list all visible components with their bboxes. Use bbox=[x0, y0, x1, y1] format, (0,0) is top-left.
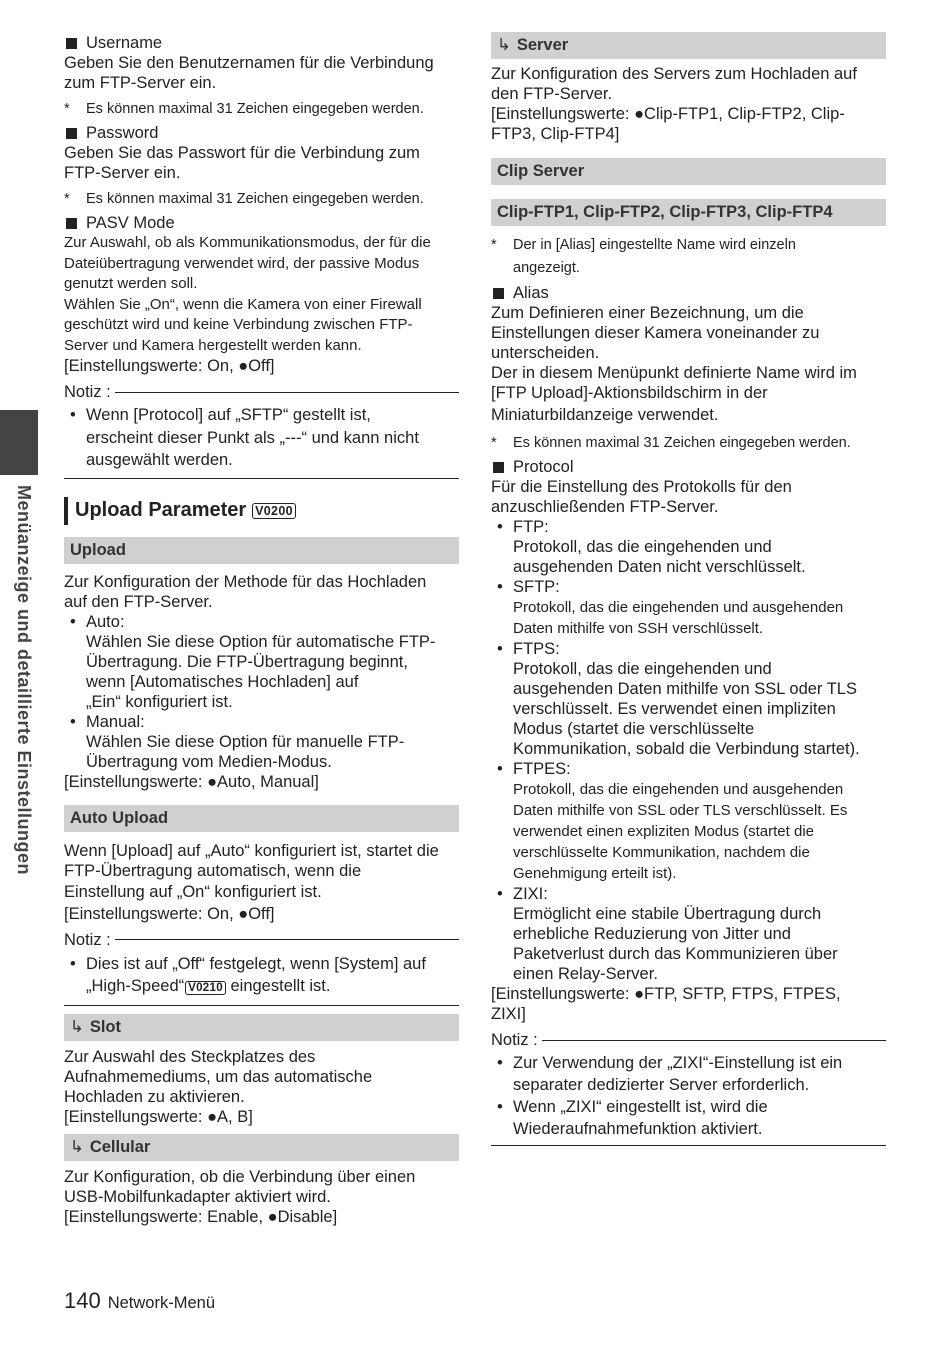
username-note: * Es können maximal 31 Zeichen eingegeben werden. bbox=[64, 101, 424, 117]
alias-text-6: Miniaturbildanzeige verwendet. bbox=[491, 406, 719, 424]
page-section-name: Network-Menü bbox=[107, 1294, 216, 1312]
password-text-2: FTP-Server ein. bbox=[64, 164, 181, 182]
notiz-header: Notiz : bbox=[64, 382, 459, 402]
username-heading: Username bbox=[64, 33, 459, 53]
protocol-text-2: anzuschließenden FTP-Server. bbox=[491, 498, 719, 516]
side-tab-label: Menüanzeige und detaillierte Einstellungen bbox=[14, 485, 34, 876]
server-values-2: FTP3, Clip-FTP4] bbox=[491, 125, 620, 143]
auto-upload-text-2: FTP-Übertragung automatisch, wenn die bbox=[64, 861, 362, 880]
pasv-values: [Einstellungswerte: On, ●Off] bbox=[64, 357, 275, 375]
slot-bar: ↳ Slot bbox=[64, 1014, 459, 1041]
pasv-text-5: geschützt wird und keine Verbindung zwischen FTP- bbox=[64, 316, 413, 333]
sub-arrow-icon: ↳ bbox=[497, 36, 511, 54]
notiz-header: Notiz : bbox=[491, 1030, 886, 1050]
square-bullet-icon bbox=[66, 38, 77, 49]
username-text-2: zum FTP-Server ein. bbox=[64, 74, 217, 92]
slot-text-1: Zur Auswahl des Steckplatzes des bbox=[64, 1047, 316, 1066]
notiz-end-rule bbox=[64, 478, 459, 479]
clip-note: * Der in [Alias] eingestellte Name wird einzeln angezeigt. bbox=[491, 237, 796, 276]
sub-arrow-icon: ↳ bbox=[70, 1017, 84, 1036]
clip-server-bar: Clip Server bbox=[491, 158, 886, 185]
slot-text-3: Hochladen zu aktivieren. bbox=[64, 1087, 245, 1106]
protocol-values-2: ZIXI] bbox=[491, 1005, 526, 1023]
square-bullet-icon bbox=[493, 288, 504, 299]
cellular-bar: ↳ Cellular bbox=[64, 1134, 459, 1161]
server-bar: ↳ Server bbox=[491, 32, 886, 59]
pasv-heading: PASV Mode bbox=[64, 213, 459, 233]
protocol-heading: Protocol bbox=[491, 457, 886, 477]
alias-text-5: [FTP Upload]-Aktionsbildschirm in der bbox=[491, 384, 768, 402]
upload-manual-item: • Manual: Wählen Sie diese Option für manuelle FTP- Übertragung vom Medien-Modus. bbox=[70, 712, 405, 771]
auto-upload-text-3: Einstellung auf „On“ konfiguriert ist. bbox=[64, 882, 322, 901]
pasv-text-3: genutzt werden soll. bbox=[64, 275, 198, 292]
square-bullet-icon bbox=[493, 462, 504, 473]
cellular-text-2: USB-Mobilfunkadapter aktiviert wird. bbox=[64, 1187, 331, 1206]
page-footer bbox=[64, 1288, 215, 1314]
password-note: * Es können maximal 31 Zeichen eingegeben werden. bbox=[64, 191, 424, 207]
upload-bar: Upload bbox=[64, 537, 459, 564]
upload-auto-item: • Auto: Wählen Sie diese Option für automatische FTP- Übertragung. Die FTP-Übertragung beginnt, wenn [Automatisches Hochladen] auf „Ein“ konfiguriert ist. bbox=[70, 612, 436, 711]
username-text-1: Geben Sie den Benutzernamen für die Verbindung bbox=[64, 54, 434, 72]
side-tab-marker bbox=[0, 410, 38, 475]
upload-text-1: Zur Konfiguration der Methode für das Hochladen bbox=[64, 572, 427, 591]
slot-values: [Einstellungswerte: ●A, B] bbox=[64, 1107, 253, 1126]
auto-upload-bar: Auto Upload bbox=[64, 805, 459, 832]
pasv-text-6: Server und Kamera hergestellt werden kann. bbox=[64, 336, 362, 354]
alias-text-2: Einstellungen dieser Kamera voneinander zu bbox=[491, 324, 820, 342]
notiz-end-rule bbox=[64, 1005, 459, 1006]
pasv-text-1: Zur Auswahl, ob als Kommunikationsmodus, der für die bbox=[64, 234, 431, 251]
alias-heading: Alias bbox=[491, 283, 886, 303]
server-text-2: den FTP-Server. bbox=[491, 85, 613, 103]
cellular-text-1: Zur Konfiguration, ob die Verbindung über einen bbox=[64, 1167, 416, 1186]
left-column bbox=[64, 30, 459, 1227]
slot-text-2: Aufnahmemediums, um das automatische bbox=[64, 1067, 373, 1086]
right-column bbox=[491, 32, 886, 1146]
sub-arrow-icon: ↳ bbox=[70, 1137, 84, 1156]
password-text-1: Geben Sie das Passwort für die Verbindung zum bbox=[64, 144, 420, 162]
notiz-item: • Wenn „ZIXI“ eingestellt ist, wird die Wiederaufnahmefunktion aktiviert. bbox=[497, 1098, 768, 1138]
pasv-text-2: Dateiübertragung verwendet wird, der passive Modus bbox=[64, 254, 420, 272]
upload-values: [Einstellungswerte: ●Auto, Manual] bbox=[64, 772, 319, 791]
notiz-end-rule bbox=[491, 1145, 886, 1146]
auto-upload-values: [Einstellungswerte: On, ●Off] bbox=[64, 904, 275, 923]
protocol-item-ftps: • FTPS: Protokoll, das die eingehenden und ausgehenden Daten mithilfe von SSL oder TLS verschlüsselt. Es verwendet einen impliziten Modus (startet die verschlüsselte Kommunikation, sobald die Verbindung startet). bbox=[497, 640, 860, 758]
upload-text-2: auf den FTP-Server. bbox=[64, 592, 213, 611]
auto-upload-text-1: Wenn [Upload] auf „Auto“ konfiguriert ist, startet die bbox=[64, 841, 439, 860]
square-bullet-icon bbox=[66, 128, 77, 139]
server-text-1: Zur Konfiguration des Servers zum Hochladen auf bbox=[491, 65, 857, 83]
alias-text-3: unterscheiden. bbox=[491, 344, 600, 362]
alias-text-4: Der in diesem Menüpunkt definierte Name wird im bbox=[491, 364, 857, 382]
password-heading: Password bbox=[64, 123, 459, 143]
alias-text-1: Zum Definieren einer Bezeichnung, um die bbox=[491, 304, 804, 322]
notiz-header: Notiz : bbox=[64, 930, 459, 950]
notiz-item: • Dies ist auf „Off“ festgelegt, wenn [System] auf „High-Speed“ V0210 eingestellt ist. bbox=[70, 954, 426, 995]
clip-ftp-bar: Clip-FTP1, Clip-FTP2, Clip-FTP3, Clip-FTP4 bbox=[491, 199, 886, 226]
protocol-item-ftp: • FTP: Protokoll, das die eingehenden und ausgehenden Daten nicht verschlüsselt. bbox=[497, 518, 806, 576]
version-badge: V0200 bbox=[252, 503, 296, 519]
section-title: Upload Parameter V0200 bbox=[64, 497, 459, 525]
notiz-item: • Wenn [Protocol] auf „SFTP“ gestellt ist, erscheint dieser Punkt als „---“ und kann nicht ausgewählt werden. bbox=[70, 406, 419, 469]
protocol-text-1: Für die Einstellung des Protokolls für den bbox=[491, 478, 792, 496]
square-bullet-icon bbox=[66, 218, 77, 229]
notiz-item: • Zur Verwendung der „ZIXI“-Einstellung ist ein separater dedizierter Server erforderlich. bbox=[497, 1054, 843, 1094]
protocol-item-sftp: • SFTP: Protokoll, das die eingehenden und ausgehenden Daten mithilfe von SSH verschlüsselt. bbox=[497, 578, 844, 637]
protocol-item-ftpes: • FTPES: Protokoll, das die eingehenden und ausgehenden Daten mithilfe von SSL oder TLS verschlüsselt. Es verwendet einen expliziten Modus (startet die verschlüsselte Kommunikation, nachdem die Genehmigung erteilt ist). bbox=[497, 760, 848, 882]
protocol-values-1: [Einstellungswerte: ●FTP, SFTP, FTPS, FTPES, bbox=[491, 985, 841, 1003]
pasv-text-4: Wählen Sie „On“, wenn die Kamera von einer Firewall bbox=[64, 295, 422, 313]
protocol-item-zixi: • ZIXI: Ermöglicht eine stabile Übertragung durch erhebliche Reduzierung von Jitter und Paketverlust durch das Kommunizieren über einen Relay-Server. bbox=[497, 885, 838, 983]
cellular-values: [Einstellungswerte: Enable, ●Disable] bbox=[64, 1207, 338, 1226]
server-values-1: [Einstellungswerte: ●Clip-FTP1, Clip-FTP2, Clip- bbox=[491, 105, 845, 123]
alias-note: * Es können maximal 31 Zeichen eingegeben werden. bbox=[491, 435, 851, 451]
version-badge: V0210 bbox=[185, 981, 226, 995]
page-number: 140 bbox=[64, 1288, 101, 1313]
